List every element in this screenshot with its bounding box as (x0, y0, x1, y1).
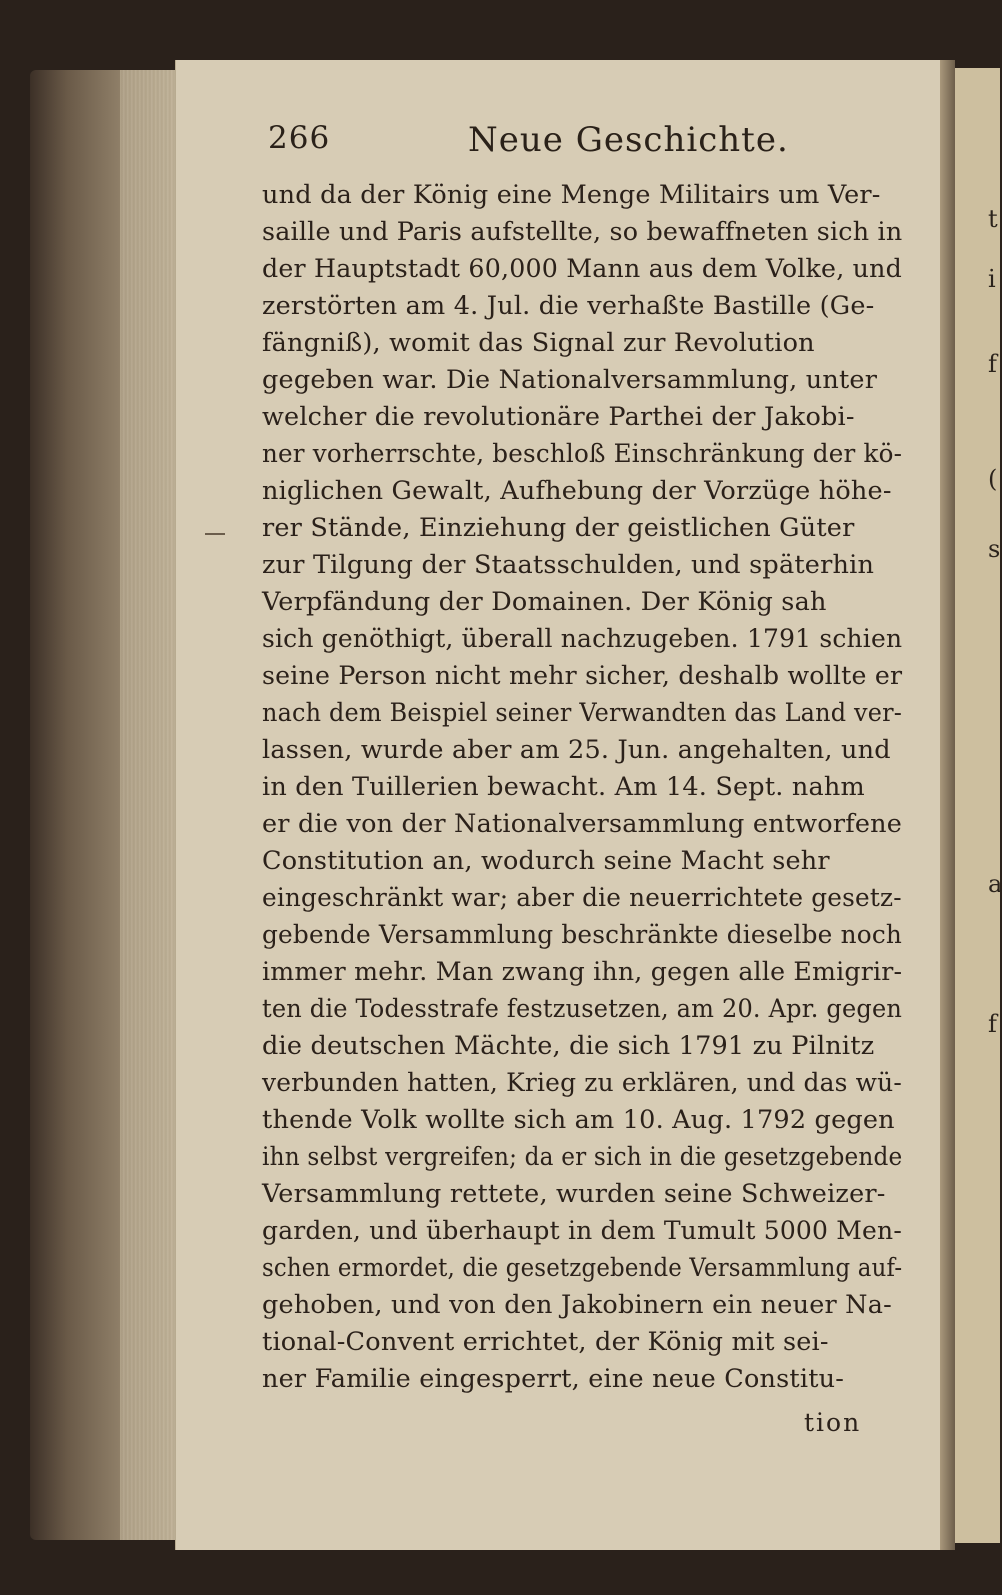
text-line: welcher die revolutionäre Parthei der Jakobi- (262, 402, 855, 432)
text-line: tional-Convent errichtet, der König mit sei- (262, 1327, 829, 1357)
text-line: Constitution an, wodurch seine Macht sehr (262, 846, 830, 876)
facing-page-letter: s (988, 535, 1001, 563)
facing-page-letter: f (988, 1010, 997, 1038)
text-line: gegeben war. Die Nationalversammlung, unter (262, 365, 878, 395)
book-gutter (940, 60, 955, 1550)
facing-page-letter: a (988, 870, 1002, 898)
page-number: 266 (268, 120, 331, 156)
text-line: in den Tuillerien bewacht. Am 14. Sept. nahm (262, 772, 865, 802)
text-line: ten die Todesstrafe festzusetzen, am 20. Apr. gegen (262, 994, 903, 1024)
text-line: lassen, wurde aber am 25. Jun. angehalten, und (262, 735, 891, 765)
text-line: eingeschränkt war; aber die neuerrichtete gesetz- (262, 883, 902, 913)
text-line: zur Tilgung der Staatsschulden, und späterhin (262, 550, 875, 580)
running-title: Neue Geschichte. (468, 120, 789, 160)
text-line: niglichen Gewalt, Aufhebung der Vorzüge höhe- (262, 476, 892, 506)
text-line: gebende Versammlung beschränkte dieselbe noch (262, 920, 903, 950)
facing-page-letter: i (988, 265, 996, 293)
text-line: ner vorherrschte, beschloß Einschränkung der kö- (262, 439, 903, 469)
text-line: verbunden hatten, Krieg zu erklären, und das wü- (262, 1068, 902, 1098)
text-line: ner Familie eingesperrt, eine neue Constitu- (262, 1364, 845, 1394)
text-line: garden, und überhaupt in dem Tumult 5000 Men- (262, 1216, 902, 1246)
text-line: ihn selbst vergreifen; da er sich in die gesetzgebende (262, 1142, 903, 1172)
text-line: die deutschen Mächte, die sich 1791 zu Pilnitz (262, 1031, 875, 1061)
text-line: saille und Paris aufstellte, so bewaffneten sich in (262, 217, 903, 247)
text-line: rer Stände, Einziehung der geistlichen Güter (262, 513, 855, 543)
text-line: nach dem Beispiel seiner Verwandten das Land ver- (262, 698, 902, 728)
text-line: schen ermordet, die gesetzgebende Versammlung auf- (262, 1253, 903, 1283)
facing-page-letter: ( (988, 465, 998, 493)
text-line: gehoben, und von den Jakobinern ein neuer Na- (262, 1290, 892, 1320)
text-line: Verpfändung der Domainen. Der König sah (262, 587, 827, 617)
text-line: fängniß), womit das Signal zur Revolution (262, 328, 815, 358)
text-line: zerstörten am 4. Jul. die verhaßte Bastille (Ge- (262, 291, 875, 321)
text-line: der Hauptstadt 60,000 Mann aus dem Volke, und (262, 254, 902, 284)
margin-mark (205, 533, 225, 535)
text-line: immer mehr. Man zwang ihn, gegen alle Emigrir- (262, 957, 903, 987)
text-line: thende Volk wollte sich am 10. Aug. 1792 gegen (262, 1105, 895, 1135)
text-line: er die von der Nationalversammlung entworfene (262, 809, 903, 839)
text-line: und da der König eine Menge Militairs um Ver- (262, 180, 881, 210)
page-header (268, 120, 868, 170)
text-line: sich genöthigt, überall nachzugeben. 1791 schien (262, 624, 903, 654)
facing-page-letter: t (988, 205, 998, 233)
catchword: tion (804, 1408, 862, 1437)
text-line: Versammlung rettete, wurden seine Schweizer- (262, 1179, 886, 1209)
facing-page-letter: f (988, 350, 997, 378)
text-line: seine Person nicht mehr sicher, deshalb wollte er (262, 661, 903, 691)
